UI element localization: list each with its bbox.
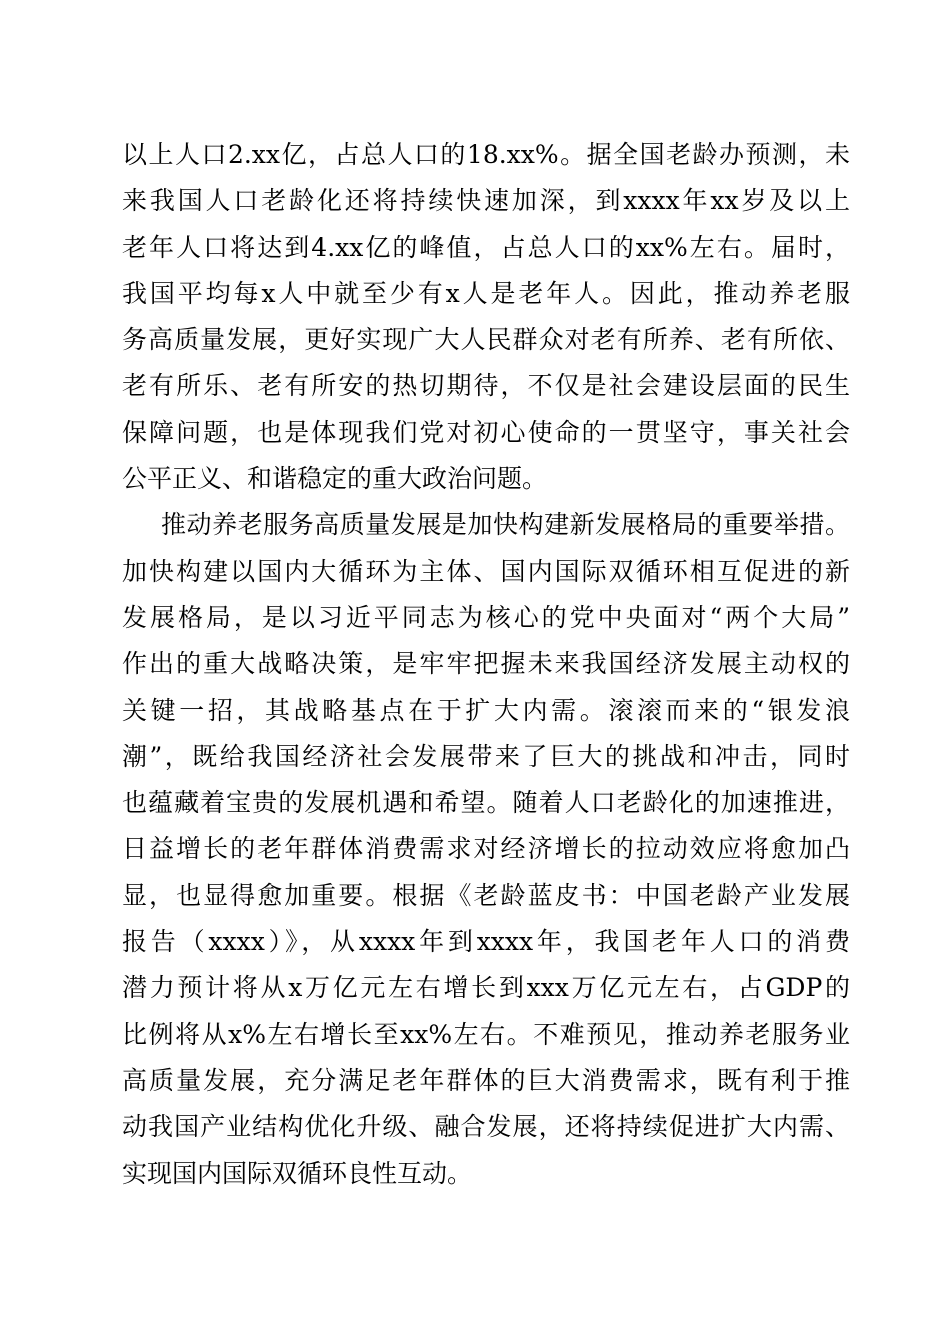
text-line: 也蕴藏着宝贵的发展机遇和希望。随着人口老龄化的加速推进， (122, 788, 850, 818)
text-line: 老年人口将达到4.xx亿的峰值，占总人口的xx%左右。届时， (122, 232, 850, 262)
text-line: 务高质量发展，更好实现广大人民群众对老有所养、老有所依、 (122, 325, 850, 355)
text-line: 实现国内国际双循环良性互动。 (122, 1158, 473, 1188)
paragraph-1 (122, 132, 850, 502)
text-line: 作出的重大战略决策，是牢牢把握未来我国经济发展主动权的 (122, 649, 850, 679)
text-line: 潜力预计将从x万亿元左右增长到xxx万亿元左右，占GDP的 (122, 973, 850, 1003)
document-body (122, 132, 850, 1197)
text-line: 动我国产业结构优化升级、融合发展，还将持续促进扩大内需、 (122, 1112, 850, 1142)
text-line: 以上人口2.xx亿，占总人口的18.xx%。据全国老龄办预测，未 (122, 140, 850, 169)
text-line: 保障问题，也是体现我们党对初心使命的一贯坚守，事关社会 (122, 417, 850, 447)
text-line: 潮”，既给我国经济社会发展带来了巨大的挑战和冲击，同时 (122, 741, 850, 771)
text-line: 加快构建以国内大循环为主体、国内国际双循环相互促进的新 (122, 556, 850, 586)
text-line: 关键一招，其战略基点在于扩大内需。滚滚而来的“银发浪 (122, 695, 850, 725)
text-line: 显，也显得愈加重要。根据《老龄蓝皮书：中国老龄产业发展 (122, 880, 850, 910)
text-line: 比例将从x%左右增长至xx%左右。不难预见，推动养老服务业 (122, 1019, 850, 1049)
text-line: 高质量发展，充分满足老年群体的巨大消费需求，既有利于推 (122, 1065, 850, 1095)
text-line: 我国平均每x人中就至少有x人是老年人。因此，推动养老服 (122, 278, 850, 308)
text-line: 推动养老服务高质量发展是加快构建新发展格局的重要举措。 (161, 510, 850, 540)
paragraph-2 (122, 502, 850, 1196)
text-line: 发展格局，是以习近平同志为核心的党中央面对“两个大局” (122, 602, 850, 632)
text-line: 公平正义、和谐稳定的重大政治问题。 (122, 464, 548, 494)
text-line: 老有所乐、老有所安的热切期待，不仅是社会建设层面的民生 (122, 371, 850, 401)
text-line: 报告（xxxx）》，从xxxx年到xxxx年，我国老年人口的消费 (122, 927, 850, 957)
text-line: 来我国人口老龄化还将持续快速加深，到xxxx年xx岁及以上 (122, 186, 850, 216)
text-line: 日益增长的老年群体消费需求对经济增长的拉动效应将愈加凸 (122, 834, 850, 864)
